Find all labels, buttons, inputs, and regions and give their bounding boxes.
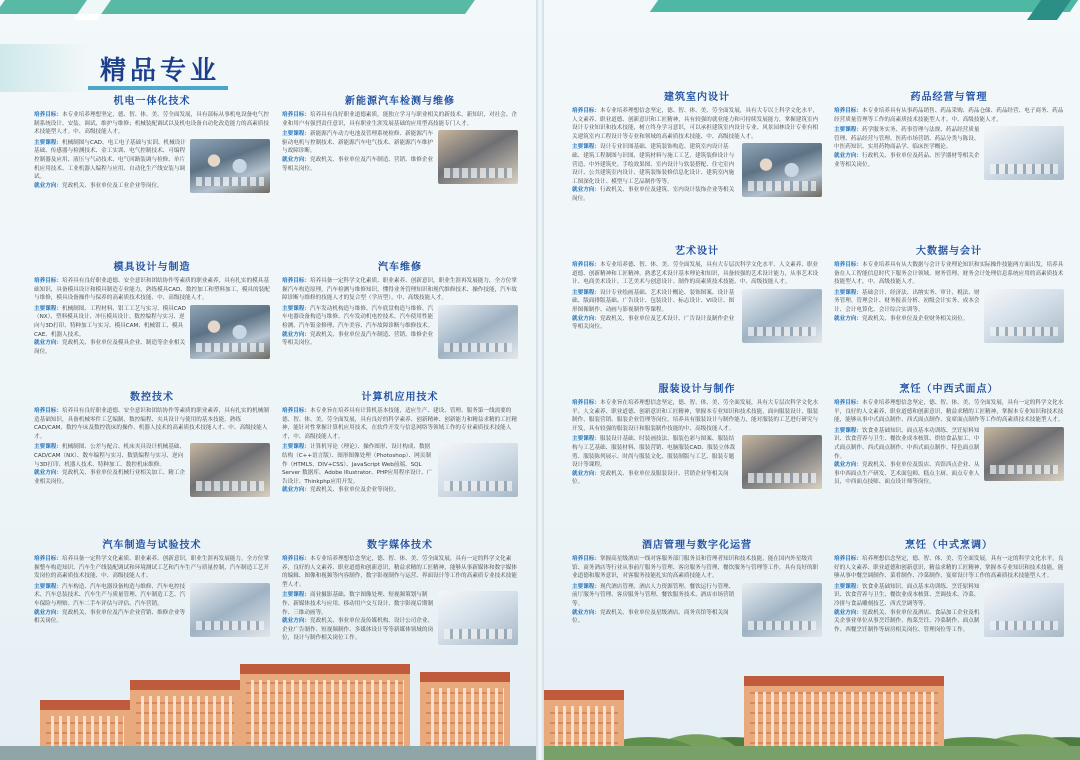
media-photo — [438, 591, 518, 645]
career-label: 就业方向： — [834, 315, 862, 322]
course-text: 商业摄影基础、数字图像处理、短视频策划与制作、新媒体技术与应用、移动用户交互设计、数字影视后期制作、三维动画等。 — [282, 592, 434, 616]
goal-label: 培养目标： — [34, 556, 62, 562]
career-label: 就业方向： — [34, 609, 62, 616]
course-label: 主要课程： — [572, 289, 600, 296]
major-card — [572, 380, 822, 489]
major-card — [834, 380, 1064, 487]
course-text: 设计专业识图基础、建筑装饰构造、建筑室内设计基础、建筑工程制图与识图、建筑材料与施工工艺、建筑装修设计与营造、中外建筑史、手绘效果图、室内设计与软装搭配、住宅室内设计、公共建筑室内设计、建筑装饰装修信息化设计、建筑室内施工图深化设计、模型与工艺品制作等等。 — [572, 144, 735, 185]
major-card — [572, 88, 822, 204]
career-text: 党政机关、事业单位及企业等岗位。 — [309, 487, 400, 494]
assembly-photo — [190, 583, 270, 637]
goal-label: 培养目标： — [34, 112, 62, 118]
goal-label: 培养目标： — [834, 108, 862, 114]
goal-text: 掌握高星级酒店一线对客服务部门服务员和管理者知识和技术技能，能在国内外星级宾馆、商务酒店等行业从事前厅服务与管理、客房服务与管理、餐饮服务与管理等工作，具有良好的职业道德和服务意识，对客服务技能扎实的高素质技能人才。 — [572, 556, 819, 580]
career-label: 就业方向： — [282, 618, 310, 625]
major-title: 服装设计与制作 — [658, 384, 736, 395]
goal-label: 培养目标： — [34, 408, 62, 414]
course-label: 主要课程： — [572, 144, 600, 151]
title-decoration — [0, 44, 90, 92]
career-text: 党政机关、事业单位及模具企业、制造等企业相关岗位。 — [34, 340, 186, 355]
career-text: 党政机关、事业单位及工业企业等岗位。 — [61, 182, 163, 189]
goal-label: 培养目标： — [572, 262, 600, 268]
goal-label: 培养目标： — [282, 278, 310, 284]
major-title: 数字媒体技术 — [367, 540, 433, 551]
major-card — [282, 92, 518, 184]
course-label: 主要课程： — [282, 131, 310, 138]
course-text: 机械制图、工程材料、钳工工艺与实习、模具CAD（NX）、塑料模具设计、冲压模具设计、数控编程与实习、逆向与3D打印、特种加工与实习、模具CAM、机械钳工、模具CAE、机器人技术。 — [34, 305, 186, 338]
major-card — [834, 536, 1064, 637]
major-card — [34, 536, 270, 637]
goal-text: 本专业培养具有从事药品销售、药品采购、药品仓储、药品经营、电子商务、药品经营质量管理等工作的高素质技术技能型人才。中、高级技能人才。 — [834, 108, 1064, 123]
career-text: 党政机关、事业单位及服装设计、营销企业等相关岗位。 — [572, 470, 729, 486]
goal-text: 本专业旨在培养具有计算机基本技能，适应生产、建设、管理、服务第一线需要的德、智、体、美、劳全面发展，具有良好的科学素养、创新精神、创新能力和精益求精的工匠精神，能针对性掌握计算机应用技术，在软件开发与信息网络等领域工作的专业素质技术技能人才，中、高级技能人才。 — [282, 408, 517, 440]
major-title: 模具设计与制造 — [113, 262, 191, 273]
goal-label: 培养目标： — [282, 112, 310, 118]
major-title: 数控技术 — [130, 392, 174, 403]
campus-illustration — [544, 640, 1080, 760]
pharmacy-photo — [984, 126, 1064, 180]
major-card — [834, 88, 1064, 180]
goal-text: 培养具备一定科学文化素质、职业素养、创新意识，职业生涯再发展能力，全方位掌握汽车构造原理，汽车检测与维修知识，懂得业务管理知识和现代维修技术、操作技能，汽车故障诊断与维修的技能人才的复合型（学历型），中、高级技能人才。 — [282, 278, 517, 302]
career-text: 党政机关、事业单位及艺术设计、广告设计及制作企业等相关岗位。 — [572, 315, 735, 331]
cnc-photo — [190, 443, 270, 497]
career-label: 就业方向： — [834, 609, 862, 616]
career-label: 就业方向： — [34, 470, 62, 477]
career-text: 党政机关、事业单位及汽车企业营销、维修企业等相关岗位。 — [34, 609, 186, 625]
goal-label: 培养目标： — [282, 408, 310, 414]
course-text: 药学服务实务、药事管理与法规、药品经营质量管理、药品经营与管理、医药市场营销、药品分类与陈设、中医药知识、实用药物商品学、临床医学概论。 — [834, 127, 980, 151]
goal-text: 培养具备一定科学文化素质、职业素养、创新意识，职业生涯再发展能力，全方位掌握整车构造知识、汽车生产线装配调试和环境测试工艺和汽车生产与质量控制，汽车制造工艺开发岗位的高素质技术技能、中、高级技能人才。 — [34, 556, 269, 580]
campus-illustration — [0, 640, 536, 760]
career-label: 就业方向： — [34, 182, 62, 189]
course-label: 主要课程： — [572, 583, 600, 590]
goal-label: 培养目标： — [834, 262, 862, 268]
course-label: 主要课程： — [34, 305, 62, 312]
major-title: 计算机应用技术 — [361, 392, 439, 403]
career-label: 就业方向： — [572, 609, 600, 616]
career-text: 党政机关、事业单位及饭店、宾馆西点企业、从事中西面点生产研发、艺术面包师、糕点主厨、面点专业人员，中西面点技师、面点设计师等岗位。 — [834, 462, 980, 486]
hotel-photo — [742, 583, 822, 637]
course-text: 基础会计、经济法、出纳实务、审计、税法、财务管理、管理会计、财务报表分析、初级会计实务、成本会计、会计电算化、会计综合实训等。 — [834, 289, 980, 313]
sewing-room-photo — [742, 435, 822, 489]
goal-label: 培养目标： — [572, 108, 600, 114]
career-label: 就业方向： — [34, 340, 62, 347]
garage-photo — [438, 305, 518, 359]
goal-text: 本专业培养理想坚定，德、智、体、美、劳全面发展，具有部标从事机电设备电气控制系统设计、安装、调试、维护与维修；机械装配调试以及机电设备自动化改造能力的高素质技术技能型人才。中、高级技能人才。 — [34, 112, 269, 136]
course-label: 主要课程： — [34, 139, 62, 146]
course-text: 机械制图与CAD、电工电子基础与实训、机械设计基础、传感器与检测技术、金工实训、电气控制技术、可编程控制器及应用、液压与气动技术、电气回路装调与检修、单片机应用技术、工业机器人编程与应用、自动化生产线安装与调试。 — [34, 139, 186, 181]
major-title: 烹饪（中西式面点） — [899, 384, 999, 395]
pastry-photo — [984, 427, 1064, 481]
major-card — [282, 258, 518, 359]
career-text: 党政机关、事业单位及传媒机构、设计公司企业、企业广告制作、短视频制作、多媒体设计等等新媒体领域的岗位，设计与制作相关岗位工作。 — [282, 618, 434, 642]
course-text: 现代酒店管理、酒店人力资源管理、餐饮运行与管理、前厅服务与管理、客房服务与管理、餐饮服务技术、酒店市场营销等。 — [572, 583, 735, 607]
career-label: 就业方向： — [282, 331, 310, 338]
accounting-lab-photo — [984, 289, 1064, 343]
course-text: 计算机导论（理论）、操作图形、设计构成、数据结构（C++语言版）、图形图像处理（Photoshop）、网页制作（HTML5、DIV+CSS）、JavaScript Web前端、SQL Server 数据库、Adobe Illustrator、PHP应用程序设计、广告设计、Thinkphp应用开发。 — [282, 444, 433, 485]
goal-text: 培养具有良好职业道德、安全意识和团结协作等素质的职业素养，具有扎实的机械制造基础知识，具备机械零件工艺编制、数控编程、夹具设计与使用的基本技能，熟练CAD/CAM、数控车床及数控铣床的操作、机器人技术的高素质技术技能人才、中、高级技能人才。 — [34, 408, 269, 440]
career-label: 就业方向： — [572, 187, 600, 194]
course-label: 主要课程： — [834, 289, 862, 296]
career-text: 党政机关、事业单位及机械行业相关加工、精工企业相关岗位。 — [34, 470, 186, 485]
goal-label: 培养目标： — [572, 556, 600, 562]
ground — [544, 746, 1080, 760]
goal-label: 培养目标： — [572, 400, 600, 406]
course-label: 主要课程： — [34, 583, 62, 590]
goal-text: 本专业培养理想信念坚定，德、智、体、美、劳全面发展，具有一定的科学文化水平，良好的人文素养、职业道德和创新意识，精益求精的工匠精神，掌握本专业知识和技术技能，能够从事中式面点制作、西式面点制作、宴席面点制作等工作的高素质技术技能型人才。 — [834, 400, 1064, 424]
career-label: 就业方向： — [282, 487, 310, 494]
title-underline — [88, 86, 228, 90]
workshop-photo — [438, 130, 518, 184]
career-text: 党政机关、事业单位及星级酒店、商务宾馆等相关岗位。 — [572, 609, 729, 625]
major-title: 药品经营与管理 — [910, 92, 988, 103]
course-text: 服装设计基础、时装画技法、服装色彩与图案、服装结构与工艺基础、服装材料、服装营销、电脑服装CAD、服装立体裁剪、服装陈列展示、时尚与服装文化、服装制版与工艺、服装专题设计等课程。 — [572, 436, 736, 469]
course-text: 新能源汽车动力电池及管理系统检修、新能源汽车驱动电机与控制技术、新能源汽车电气技术、新能源汽车维护与故障诊断。 — [282, 131, 434, 155]
course-label: 主要课程： — [34, 444, 62, 451]
major-title: 烹饪（中式烹调） — [905, 540, 993, 551]
major-card — [34, 258, 270, 359]
major-card — [34, 388, 270, 497]
career-label: 就业方向： — [282, 156, 310, 163]
classroom-photo — [190, 139, 270, 193]
career-text: 党政机关、事业单位及汽车制造、营销、维修企业等相关岗位。 — [282, 331, 434, 347]
design-studio-photo — [742, 143, 822, 197]
major-title: 艺术设计 — [675, 246, 719, 257]
career-text: 党政机关、事业单位及汽车制造、营销、维修企业等相关岗位。 — [282, 156, 434, 172]
page-title: 精品专业 — [100, 56, 221, 86]
goal-text: 本专业培养德、智、体、美、劳全面发展，具有大专层次科学文化水平、人文素养、职业道德、创新精神和工匠精神，熟悉艺术设计基本理论和知识，具备较强的艺术设计能力，从事艺术设计、电商美术设计、工艺美术与创意设计、制作的高素质技术技能、中、高级技能人才。 — [572, 262, 819, 286]
goal-label: 培养目标： — [834, 556, 862, 562]
course-text: 设计专业绘画基础、艺术设计概论、装饰图案、设计基础、版面排版基础、广告设计、包装设计、标志设计、VI设计、图形图像制作、动画与影视制作等课程。 — [572, 289, 735, 313]
career-label: 就业方向： — [572, 315, 600, 322]
goal-text: 本专业培养理想信念坚定，德、智、体、美、劳全面发展，具有一定的科学文化素养，良好的人文素养、职业道德和创新意识，精益求精的工匠精神，能够从事新媒体和数字媒体的编辑、图像和视频等内容制作，数字影视制作与运营、界面设计等工作的高素质专业技术技能型人才。 — [282, 556, 517, 588]
major-title: 新能源汽车检测与维修 — [345, 96, 455, 107]
course-label: 主要课程： — [282, 444, 310, 451]
page-gutter — [536, 0, 544, 760]
course-text: 饮食业基础知识、面点基本功训练、烹饪原料知识、饮食营养与卫生、餐饮业成本核算、烘焙食品加工、中式面点制作、西式面点制作、中西式面点制作、特色面点制作。 — [834, 427, 980, 460]
goal-text: 培养具有良好职业道德、安全意识和团结协作等素质的职业素养，具有扎实的模具基础知识，具备模具设计和模具制造专业能力，熟练模具CAD、数控加工和塑料加工，模具的装配与维修，模具设备操作与保养的高素质技术技能、中、高级技能人才。 — [34, 278, 270, 302]
career-text: 党政机关、事业单位及酒店、食品加工企业及机关企事业单位从事烹饪制作、热菜烹饪、冷菜制作、面点制作、西餐烹饪制作等厨房相关岗位、管理岗位等工作。 — [834, 609, 980, 633]
major-card — [834, 242, 1064, 343]
career-label: 就业方向： — [834, 462, 862, 469]
goal-label: 培养目标： — [34, 278, 62, 284]
goal-text: 本专业旨在培养理想信念坚定，德、智、体、美、劳全面发展，具有大专层次科学文化水平、人文素养、职业道德、创新意识和工匠精神，掌握本专业知识和技术技能，面向服装设计、服装制作、服装营销、服装企业管理等岗位，培养具有服装设计与制作能力，能对服装的工艺进行研究与开发，具有较强的服装设计和服装制作技能的中、高级技能人才。 — [572, 400, 819, 432]
major-title: 建筑室内设计 — [664, 92, 730, 103]
course-label: 主要课程： — [282, 305, 310, 312]
course-text: 机械制图、公差与配合、机床夹具设计机械基础、CAD/CAM（NX）、数车编程与实习、数铣编程与实习、逆向与3D打印、机器人技术、特种加工、数控机床维修。 — [34, 444, 186, 468]
goal-text: 培养具有良好职业道德素质，能独立学习与职业相关的新技术、新知识，对社会、企业和用户有强烈责任意识，具有职业生涯发展基础的应用型高技能专门人才。 — [282, 112, 517, 127]
goal-text: 本专业培养具有从大数据与会计专业理论知识和实际操作技能两方面出发，培养具备在人工智能信息时代下服务会计领域、财务管理、财务会计处理信息系统应用的高素质技术技能型人才，中、高级技能人才。 — [834, 262, 1064, 286]
computer-lab-photo — [438, 443, 518, 497]
career-label: 就业方向： — [572, 470, 600, 477]
major-card — [34, 92, 270, 193]
header-stripe — [650, 0, 1078, 12]
career-text: 党政机关、事业单位及企业财务相关岗位。 — [861, 315, 969, 322]
art-studio-photo — [742, 289, 822, 343]
course-label: 主要课程： — [834, 583, 862, 590]
kitchen-photo — [984, 583, 1064, 637]
major-card — [282, 388, 518, 497]
goal-label: 培养目标： — [834, 400, 862, 406]
course-text: 汽车发动机构造与维修、汽车底盘构造与维修、汽车电器设备构造与维修、汽车发动机电控技术、汽车使用性能检测、汽车钣金修理、汽车美容、汽车故障诊断与维修技术。 — [282, 305, 434, 329]
ground — [0, 746, 536, 760]
major-title: 汽车维修 — [378, 262, 422, 273]
header-stripe — [0, 0, 475, 14]
course-text: 饮食业基础知识、面点基本功训练、烹饪原料知识、饮食营养与卫生、餐饮业成本核算、烹调技术、冷菜、冷拼与食品雕刻技艺、西式烹调等等。 — [834, 583, 980, 607]
career-text: 行政机关、事业单位及建筑、室内设计装饰企业等相关岗位。 — [572, 187, 735, 202]
career-text: 行政机关、事业单位及药品、医学器材等相关企业等相关岗位。 — [834, 152, 980, 168]
major-title: 机电一体化技术 — [113, 96, 191, 107]
course-label: 主要课程： — [834, 127, 862, 134]
left-page — [0, 0, 536, 760]
major-title: 大数据与会计 — [916, 246, 982, 257]
major-card — [282, 536, 518, 645]
course-label: 主要课程： — [834, 427, 862, 434]
career-label: 就业方向： — [834, 152, 862, 159]
course-text: 汽车构造、汽车电器设备构造与维修、汽车电控技术、汽车总装技术、汽车生产与质量管理、汽车制造工艺、汽车保险与理赔、汽车二手车评估与评估、汽车营销。 — [34, 583, 186, 607]
course-label: 主要课程： — [282, 592, 310, 599]
course-label: 主要课程： — [572, 436, 600, 443]
major-card — [572, 242, 822, 343]
major-card — [572, 536, 822, 637]
training-photo — [190, 305, 270, 359]
goal-label: 培养目标： — [282, 556, 310, 562]
right-page — [544, 0, 1080, 760]
goal-text: 本专业培养理想信念坚定，德、智、体、美、劳全面发展，具有大专以上科学文化水平，人文素养、职业道德、创新意识和工匠精神，具有较强的就业能力和可持续发展能力，掌握建筑室内设计专业知识和技术技能，树立终身学习意识，可以承担建筑室内设计专业、风景园林设计专业有相关建筑室内工程设计等专业和领域的高素质技术技能、中、高级技能人才。 — [572, 108, 819, 140]
goal-text: 培养理想信念坚定，德、智、体、美、劳全面发展，具有一定的科学文化水平，良好的人文素养、职业道德和创新意识，精益求精的工匠精神，掌握本专业知识和技术技能，能够从事中餐烹调制作、菜肴制作、冷菜制作、宴席设计等工作的高素质技术技能型人才。 — [834, 556, 1064, 580]
major-title: 酒店管理与数字化运营 — [642, 540, 752, 551]
major-title: 汽车制造与试验技术 — [102, 540, 202, 551]
